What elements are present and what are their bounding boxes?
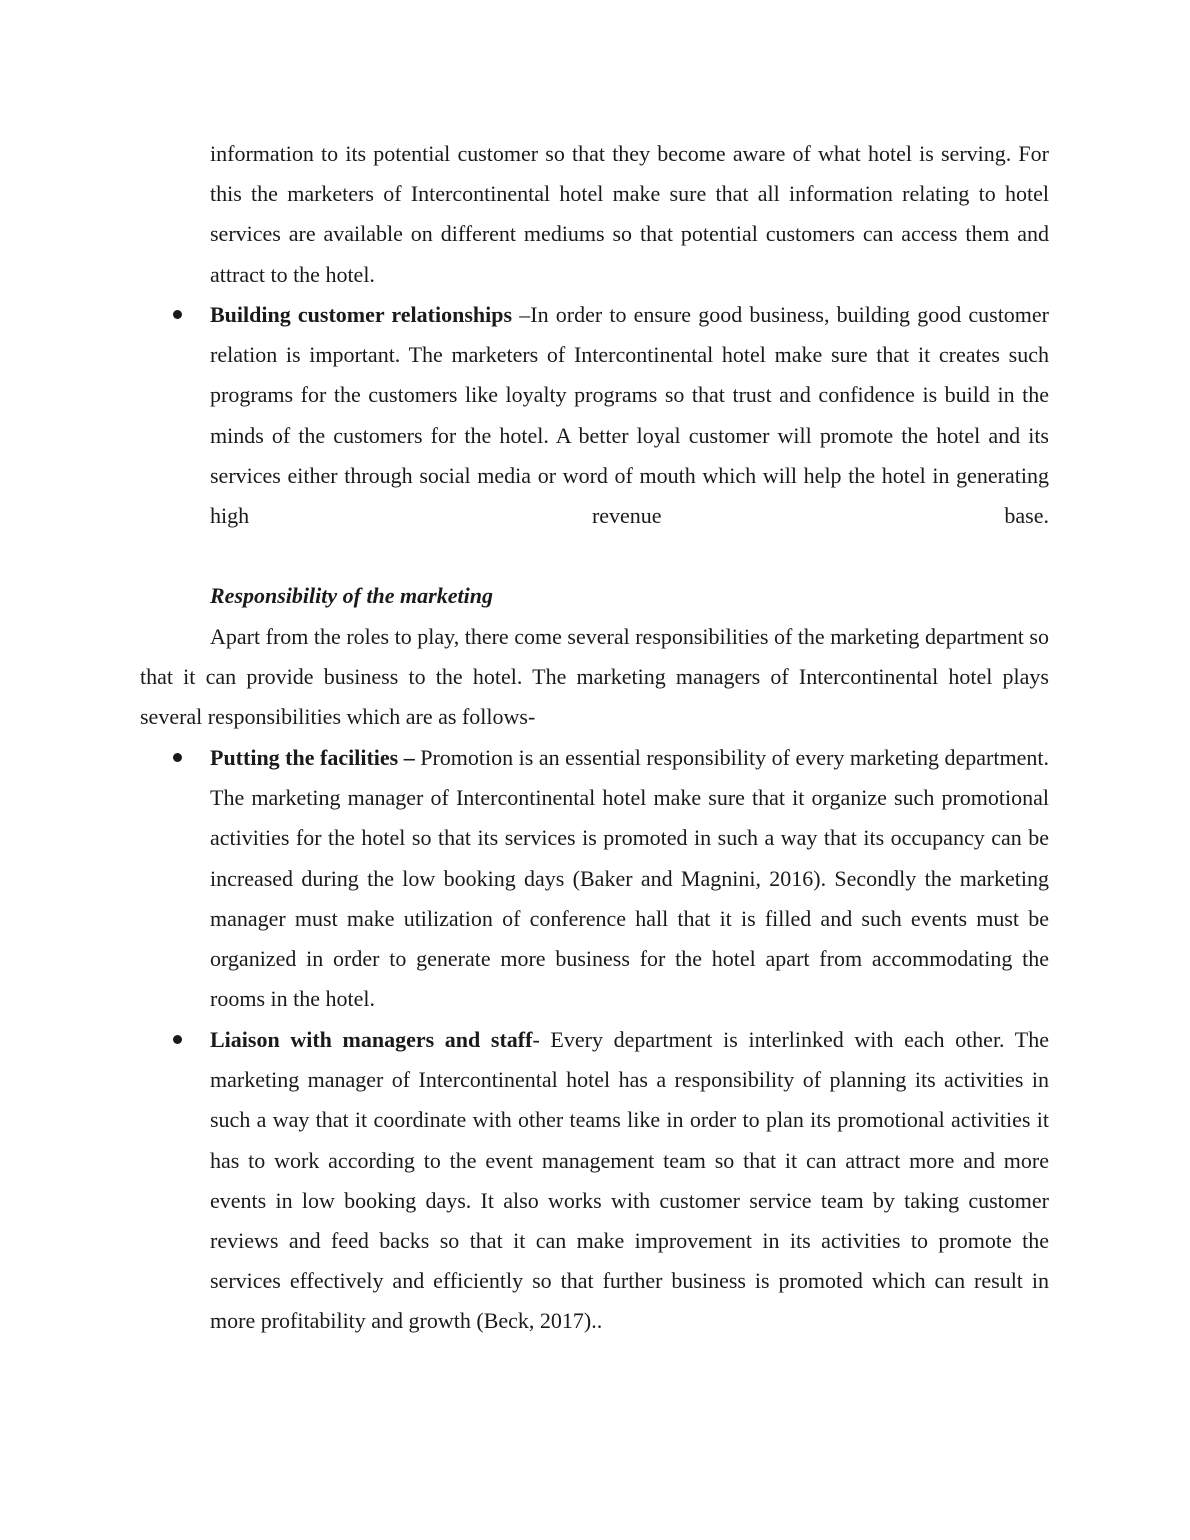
bullet-icon bbox=[173, 1035, 182, 1044]
bullet-term: Building customer relationships bbox=[210, 302, 513, 327]
bullet-paragraph bbox=[210, 295, 1049, 536]
bullet-text: –In order to ensure good business, building good customer relation is important. The marketers of Intercontinental hotel make sure that it creates such programs for the customers like loyalty programs so that trust and confidence is build in the minds of the customers for the hotel. A better loyal customer will promote the hotel and its services either through social media or word of mouth which will help the hotel in generating high revenue base. bbox=[210, 302, 1050, 529]
bullet-paragraph bbox=[210, 738, 1049, 1019]
bullet-item-putting-facilities bbox=[210, 738, 1049, 1019]
bullet-text: Promotion is an essential responsibility of every marketing department. The marketing manager of Intercontinental hotel make sure that it organize such promotional activities for the hotel so that its services is promoted in such a way that its occupancy can be increased during the low booking days (Baker and Magnini, 2016). Secondly the marketing manager must make utilization of conference hall that it is filled and such events must be organized in order to generate more business for the hotel apart from accommodating the rooms in the hotel. bbox=[210, 745, 1049, 1012]
section-intro: Apart from the roles to play, there come several responsibilities of the marketing department so that it can provide business to the hotel. The marketing managers of Intercontinental hotel plays several responsibilities which are as follows- bbox=[140, 624, 1049, 730]
bullet-term: Putting the facilities – bbox=[210, 745, 415, 770]
bullet-item-liaison bbox=[210, 1020, 1049, 1342]
bullet-term: Liaison with managers and staff bbox=[210, 1027, 533, 1052]
continuation-text: information to its potential customer so that they become aware of what hotel is serving. For this the marketers of Intercontinental hotel make sure that all information relating to hotel services are available on different mediums so that potential customers can access them and attract to the hotel. bbox=[210, 141, 1049, 287]
bullet-item-building-relationships bbox=[210, 295, 1049, 536]
bullet-text: - Every department is interlinked with each other. The marketing manager of Intercontinental hotel has a responsibility of planning its activities in such a way that it coordinate with other teams like in order to plan its promotional activities it has to work according to the event management team so that it can attract more and more events in low booking days. It also works with customer service team by taking customer reviews and feed backs so that it can make improvement in its activities to promote the services effectively and efficiently so that further business is promoted which can result in more profitability and growth (Beck, 2017).. bbox=[210, 1027, 1049, 1334]
bullet-icon bbox=[173, 310, 182, 319]
continuation-paragraph bbox=[210, 134, 1049, 295]
bullet-icon bbox=[173, 753, 182, 762]
bullet-paragraph bbox=[210, 1020, 1049, 1342]
section-heading: Responsibility of the marketing bbox=[210, 583, 493, 608]
